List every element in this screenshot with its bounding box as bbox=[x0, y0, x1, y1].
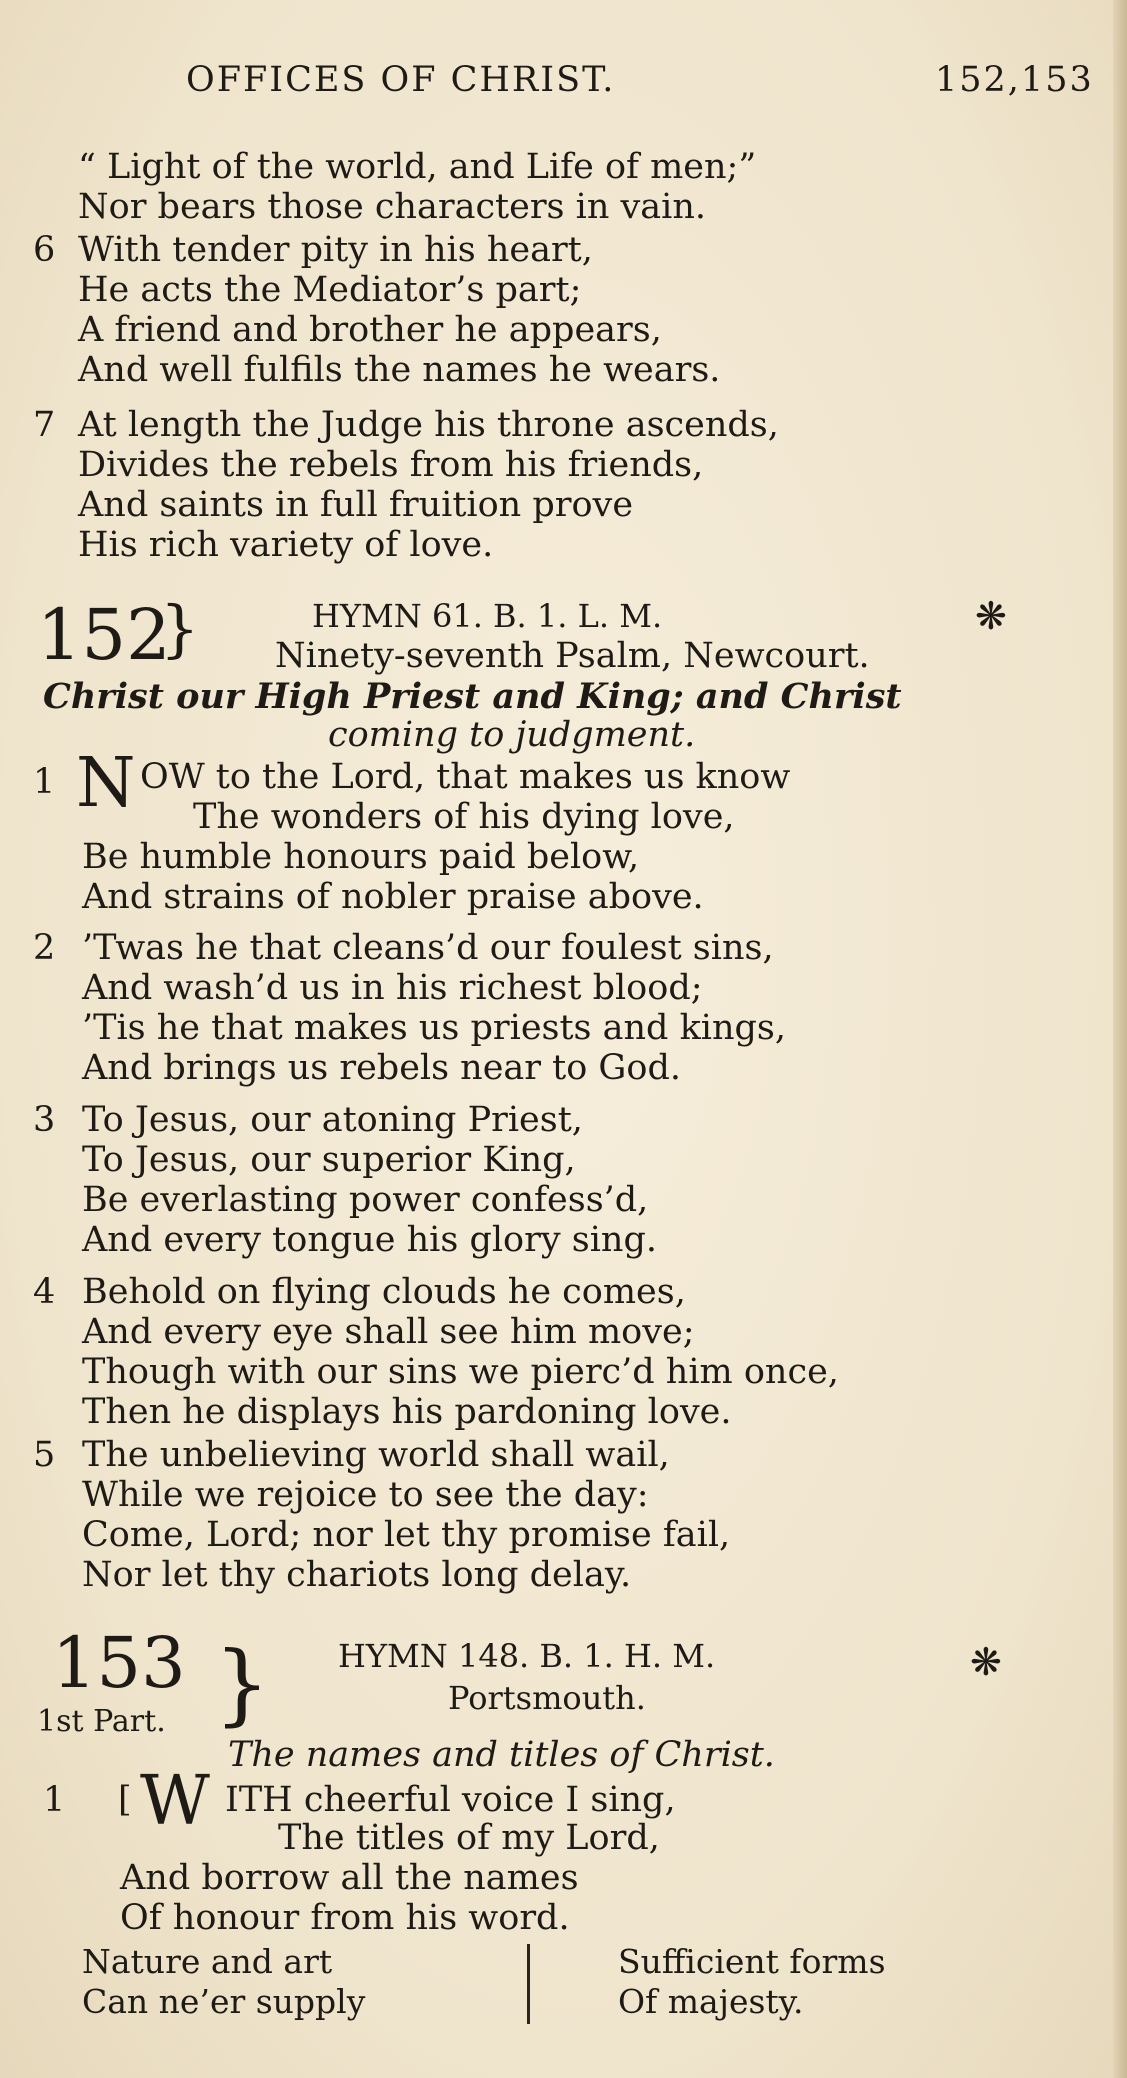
verse-line: And saints in full fruition prove bbox=[78, 485, 634, 525]
verse-line: Nature and art bbox=[82, 1942, 333, 1981]
verse-line: Can ne’er supply bbox=[82, 1982, 366, 2021]
hymn-subtitle: coming to judgment. bbox=[328, 715, 696, 755]
continued-line: Nor bears those characters in vain. bbox=[78, 187, 707, 227]
verse-number: 7 bbox=[33, 405, 56, 445]
verse-line: Be everlasting power confess’d, bbox=[82, 1180, 649, 1220]
verse-line: Of honour from his word. bbox=[120, 1898, 570, 1938]
drop-cap: N bbox=[76, 744, 136, 823]
hymn-subtitle: Christ our High Priest and King; and Christ bbox=[43, 676, 902, 717]
verse-line: And brings us rebels near to God. bbox=[82, 1048, 681, 1088]
hymn-meta: HYMN 148. B. 1. H. M. bbox=[338, 1637, 716, 1675]
verse-line: Nor let thy chariots long delay. bbox=[82, 1555, 632, 1595]
verse-line: Be humble honours paid below, bbox=[82, 837, 640, 877]
verse-line: And borrow all the names bbox=[120, 1858, 579, 1898]
verse-line: Of majesty. bbox=[618, 1982, 804, 2021]
verse-line: And every eye shall see him move; bbox=[82, 1312, 695, 1352]
verse-line: And strains of nobler praise above. bbox=[82, 877, 704, 917]
verse-line: Come, Lord; nor let thy promise fail, bbox=[82, 1515, 731, 1555]
brace: } bbox=[160, 592, 200, 665]
column-divider bbox=[527, 1944, 530, 2024]
drop-cap: W bbox=[140, 1762, 210, 1841]
verse-number: 3 bbox=[33, 1100, 56, 1140]
hymn-number: 153 bbox=[52, 1622, 186, 1704]
verse-line: And every tongue his glory sing. bbox=[82, 1220, 657, 1260]
verse-line: His rich variety of love. bbox=[78, 525, 494, 565]
hymn-subtitle: The names and titles of Christ. bbox=[228, 1735, 775, 1775]
verse-line: To Jesus, our atoning Priest, bbox=[82, 1100, 583, 1140]
verse-number: 2 bbox=[33, 928, 56, 968]
verse-number: 6 bbox=[33, 230, 56, 270]
ornament-icon: ❋ bbox=[975, 594, 1007, 638]
bracket-mark: [ bbox=[118, 1780, 132, 1820]
verse-line: Sufficient forms bbox=[618, 1942, 886, 1981]
running-title: OFFICES OF CHRIST. bbox=[186, 60, 616, 100]
tune-name: Ninety-seventh Psalm, Newcourt. bbox=[275, 636, 870, 676]
verse-number: 4 bbox=[33, 1272, 56, 1312]
verse-line: He acts the Mediator’s part; bbox=[78, 270, 582, 310]
page-edge bbox=[1113, 0, 1127, 2078]
verse-line: A friend and brother he appears, bbox=[78, 310, 662, 350]
verse-line: Though with our sins we pierc’d him once, bbox=[82, 1352, 839, 1392]
verse-number: 1 bbox=[33, 762, 56, 802]
verse-line: While we rejoice to see the day: bbox=[82, 1475, 649, 1515]
verse-line: Behold on flying clouds he comes, bbox=[82, 1272, 686, 1312]
verse-number: 1 bbox=[43, 1780, 66, 1820]
verse-line: The unbelieving world shall wail, bbox=[82, 1435, 670, 1475]
verse-number: 5 bbox=[33, 1435, 56, 1475]
verse-line: And wash’d us in his richest blood; bbox=[82, 968, 703, 1008]
verse-line: And well fulfils the names he wears. bbox=[78, 350, 721, 390]
continued-line: “ Light of the world, and Life of men;” bbox=[78, 147, 757, 187]
verse-line: OW to the Lord, that makes us know bbox=[140, 757, 791, 797]
verse-line: The wonders of his dying love, bbox=[193, 797, 735, 837]
ornament-icon: ❋ bbox=[970, 1640, 1002, 1684]
hymn-meta: HYMN 61. B. 1. L. M. bbox=[312, 597, 663, 635]
verse-line: The titles of my Lord, bbox=[278, 1818, 660, 1858]
verse-line: ’Tis he that makes us priests and kings, bbox=[82, 1008, 787, 1048]
page-numbers: 152,153 bbox=[935, 60, 1094, 100]
hymn-number: 152 bbox=[37, 594, 171, 676]
tune-name: Portsmouth. bbox=[448, 1679, 646, 1717]
verse-line: ’Twas he that cleans’d our foulest sins, bbox=[82, 928, 774, 968]
verse-line: To Jesus, our superior King, bbox=[82, 1140, 576, 1180]
verse-line: Divides the rebels from his friends, bbox=[78, 445, 704, 485]
brace: } bbox=[214, 1632, 270, 1735]
hymn-part: 1st Part. bbox=[37, 1704, 166, 1739]
verse-line: At length the Judge his throne ascends, bbox=[78, 405, 779, 445]
verse-line: Then he displays his pardoning love. bbox=[82, 1392, 732, 1432]
verse-line: With tender pity in his heart, bbox=[78, 230, 593, 270]
verse-line: ITH cheerful voice I sing, bbox=[225, 1780, 676, 1820]
